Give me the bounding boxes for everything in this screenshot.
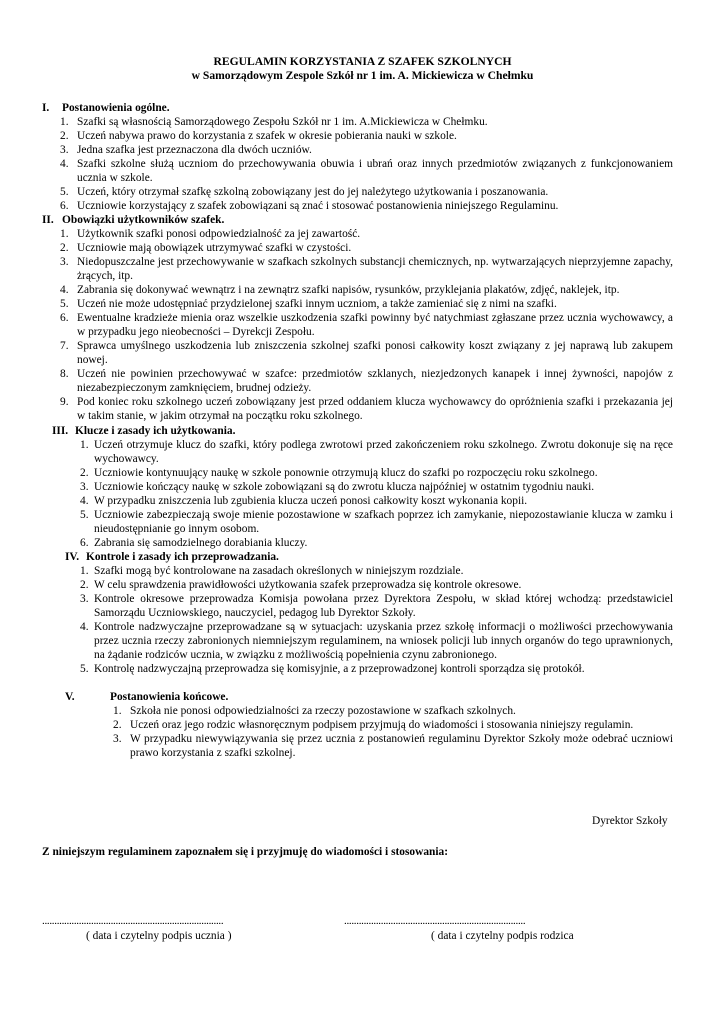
section-1-heading — [42, 101, 170, 115]
list-item: 3. Uczniowie kończący naukę w szkole zobowiązani są do zwrotu klucza najpóźniej w ostatnim tygodniu nauki. — [80, 481, 595, 493]
list-item: 2. Uczniowie kontynuujący naukę w szkole ponownie otrzymują klucz do szafki po rozpoczęciu roku szkolnego. — [80, 467, 598, 479]
section-4-heading — [65, 550, 279, 564]
section-4-list — [80, 564, 673, 676]
list-item: 9. Pod koniec roku szkolnego uczeń zobowiązany jest przed oddaniem klucza wychowawcy do opróżnienia szafki i przekazania jej w takim stanie, w jakim otrzymał na początku roku szkolnego. — [60, 396, 673, 422]
section-title: Postanowienia końcowe. — [110, 691, 229, 703]
section-number: II. — [42, 214, 54, 226]
list-item: 5. Kontrolę nadzwyczajną przeprowadza się komisyjnie, a z przeprowadzonej kontroli sporządza się protokół. — [80, 663, 585, 675]
list-item: 4. Szafki szkolne służą uczniom do przechowywania obuwia i ubrań oraz innych przedmiotów związanych z funkcjonowaniem ucznia w szkole. — [60, 158, 673, 184]
section-3-list — [80, 438, 673, 550]
section-2-heading — [42, 213, 225, 227]
list-item: 2. Uczeń nabywa prawo do korzystania z szafek w okresie pobierania nauki w szkole. — [60, 130, 457, 142]
section-title: Postanowienia ogólne. — [62, 102, 170, 114]
list-item: 6. Zabrania się samodzielnego dorabiania kluczy. — [80, 537, 308, 549]
parent-signature-caption: ( data i czytelny podpis rodzica — [431, 930, 574, 942]
section-number: IV. — [65, 551, 80, 563]
acknowledgement-statement: Z niniejszym regulaminem zapoznałem się i przyjmuję do wiadomości i stosowania: — [42, 846, 449, 858]
list-item: 6. Uczniowie korzystający z szafek zobowiązani są znać i stosować postanowienia niniejszego Regulaminu. — [60, 200, 559, 212]
list-item: 5. Uczniowie zabezpieczają swoje mienie pozostawione w szafkach poprzez ich zamykanie, niepozostawianie klucza w zamku i nieudostępnianie go innym osobom. — [80, 509, 673, 535]
list-item: 3. Kontrole okresowe przeprowadza Komisja powołana przez Dyrektora Zespołu, w skład której wchodzą: przedstawiciel Samorządu Uczniowskiego, nauczyciel, pedagog lub Dyrektor Szkoły. — [80, 593, 673, 619]
document-subtitle: w Samorządowym Zespole Szkół nr 1 im. A. Mickiewicza w Chełmku — [191, 69, 534, 82]
list-item: 3. W przypadku niewywiązywania się przez ucznia z postanowień regulaminu Dyrektor Szkoły może odebrać uczniowi prawo korzystania z szafki szkolnej. — [113, 733, 673, 759]
list-item: 1. Szafki są własnością Samorządowego Zespołu Szkół nr 1 im. A.Mickiewicza w Chełmku. — [60, 116, 488, 128]
section-5-heading — [65, 690, 229, 704]
student-signature-line: .......................................................................... — [42, 915, 224, 927]
section-number: III. — [52, 425, 69, 437]
section-number: I. — [42, 102, 50, 114]
section-number: V. — [65, 691, 75, 703]
section-5-list — [113, 704, 673, 760]
list-item: 5. Uczeń, który otrzymał szafkę szkolną zobowiązany jest do jej należytego użytkowania i poszanowania. — [60, 186, 549, 198]
list-item: 1. Szkoła nie ponosi odpowiedzialności za rzeczy pozostawione w szafkach szkolnych. — [113, 705, 516, 717]
list-item: 1. Szafki mogą być kontrolowane na zasadach określonych w niniejszym rozdziale. — [80, 565, 464, 577]
list-item: 4. Kontrole nadzwyczajne przeprowadzane są w sytuacjach: uzyskania przez szkołę informacji o możliwości przechowywania przez ucznia rzeczy zabronionych niemniejszym regulaminem, na wniosek policji lub innych organów do tego uprawnionych, na żądanie rodziców ucznia, w związku z możliwością popełnienia czynu zabronionego. — [80, 621, 673, 661]
list-item: 7. Sprawca umyślnego uszkodzenia lub zniszczenia szkolnej szafki ponosi całkowity koszt związany z jej naprawą lub zakupem nowej. — [60, 340, 673, 366]
list-item: 6. Ewentualne kradzieże mienia oraz wszelkie uszkodzenia szafki powinny być natychmiast zgłaszane przez ucznia wychowawcy, a w przypadku jego nieobecności – Dyrekcji Zespołu. — [60, 312, 673, 338]
section-title: Kontrole i zasady ich przeprowadzania. — [86, 551, 279, 563]
section-title: Obowiązki użytkowników szafek. — [62, 214, 225, 226]
list-item: 1. Użytkownik szafki ponosi odpowiedzialność za jej zawartość. — [60, 228, 361, 240]
student-signature-caption: ( data i czytelny podpis ucznia ) — [86, 930, 232, 942]
document-title: REGULAMIN KORZYSTANIA Z SZAFEK SZKOLNYCH — [213, 55, 512, 68]
list-item: 1. Uczeń otrzymuje klucz do szafki, który podlega zwrotowi przed zakończeniem roku szkolnego. Zwrotu dokonuje się na ręce wychowawcy. — [80, 439, 673, 465]
section-2-list — [62, 227, 673, 423]
list-item: 2. Uczeń oraz jego rodzic własnoręcznym podpisem przyjmują do wiadomości i stosowania niniejszy regulamin. — [113, 719, 634, 731]
list-item: 4. W przypadku zniszczenia lub zgubienia klucza uczeń ponosi całkowity koszt wykonania kopii. — [80, 495, 528, 507]
list-item: 2. Uczniowie mają obowiązek utrzymywać szafki w czystości. — [60, 242, 352, 254]
list-item: 5. Uczeń nie może udostępniać przydzielonej szafki innym uczniom, a także zamieniać się z nimi na szafki. — [60, 298, 557, 310]
parent-signature-line: .......................................................................... — [344, 915, 526, 927]
list-item: 2. W celu sprawdzenia prawidłowości użytkowania szafek przeprowadza się kontrole okresowe. — [80, 579, 522, 591]
section-1-list — [62, 115, 673, 213]
section-title: Klucze i zasady ich użytkowania. — [75, 425, 236, 437]
director-signature-label: Dyrektor Szkoły — [592, 815, 668, 827]
list-item: 3. Jedna szafka jest przeznaczona dla dwóch uczniów. — [60, 144, 312, 156]
section-3-heading — [52, 424, 236, 438]
list-item: 4. Zabrania się dokonywać wewnątrz i na zewnątrz szafki napisów, rysunków, przyklejania plakatów, zdjęć, naklejek, itp. — [60, 284, 620, 296]
list-item: 8. Uczeń nie powinien przechowywać w szafce: przedmiotów szklanych, niezjedzonych kanapek i innej żywności, napojów z niezabezpieczonym zamknięciem, brudnej odzieży. — [60, 368, 673, 394]
list-item: 3. Niedopuszczalne jest przechowywanie w szafkach szkolnych substancji chemicznych, np. wytwarzających nieprzyjemne zapachy, żrących, itp. — [60, 256, 673, 282]
